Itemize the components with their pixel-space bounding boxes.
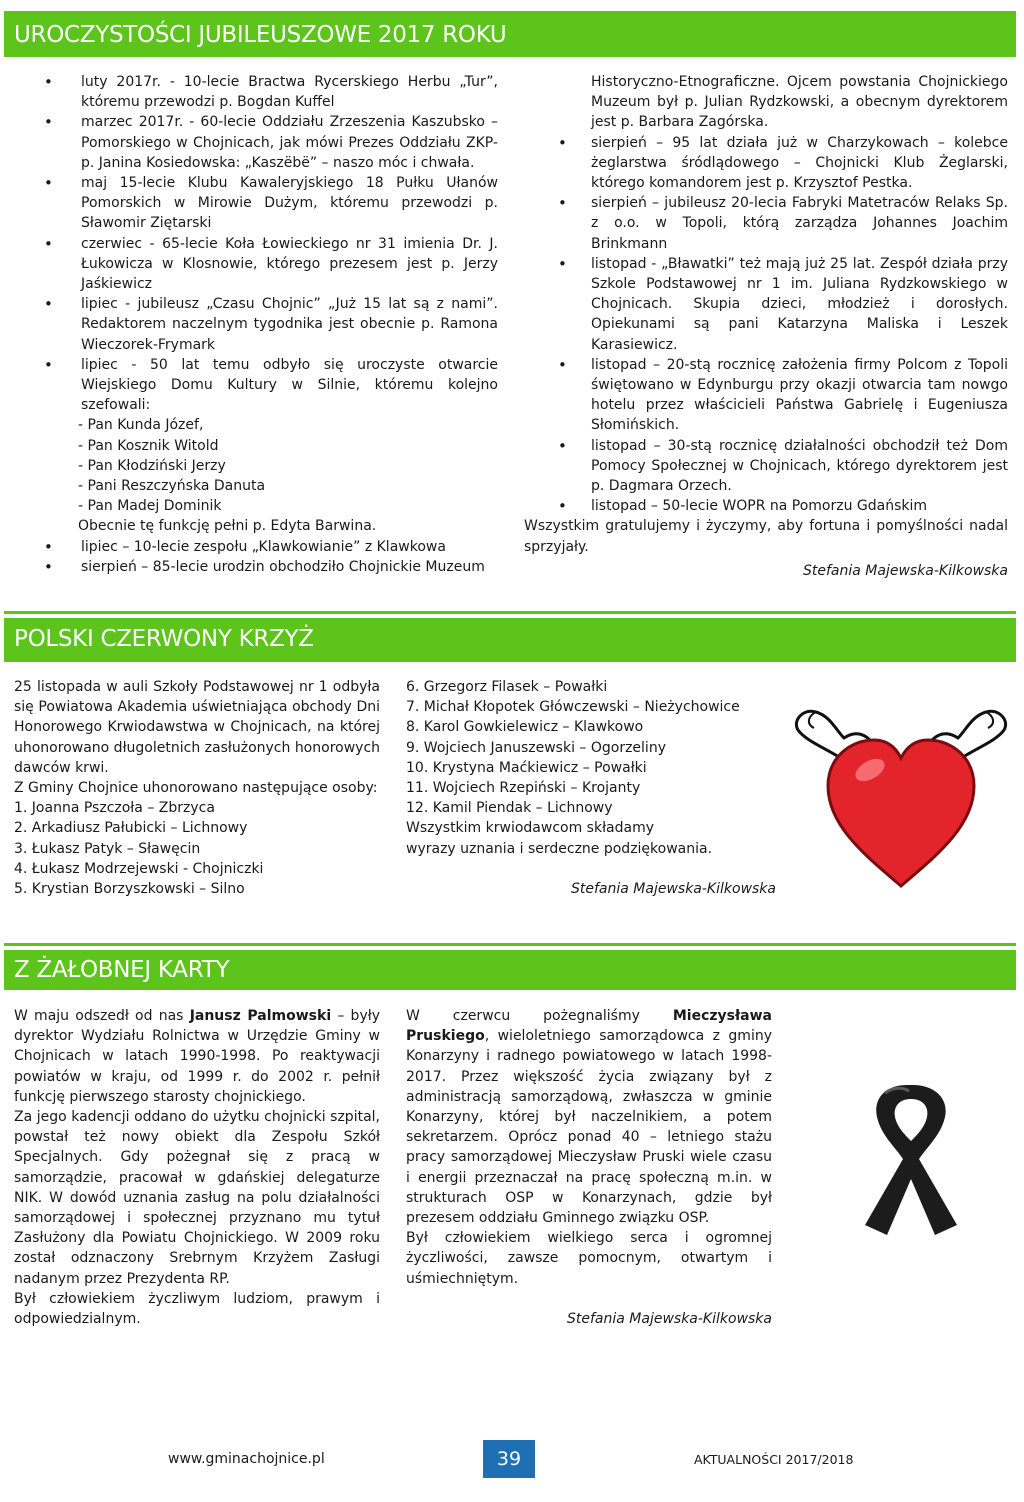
list-item: • sierpień – 85-lecie urodzin obchodziło Chojnickie Muzeum (14, 557, 498, 577)
section-title-obituaries: Z ŻAŁOBNEJ KARTY (4, 950, 1016, 990)
jubilees-list-right (524, 133, 1008, 517)
list-item: • listopad - „Bławatki” też mają już 25 lat. Zespół działa przy Szkole Podstawowej nr 1 im. Juliana Rydzkowskiego w Chojnicach. Skupia dzieci, młodzież i dorosłych. Opiekunami są pani Katarzyna Maliska i Leszek Karasiewicz. (524, 254, 1008, 355)
jubilees-left-column (14, 72, 498, 577)
signature: Stefania Majewska-Kilkowska (567, 1310, 772, 1327)
donor-item: 11. Wojciech Rzepiński – Krojanty (406, 780, 641, 797)
jubilees-list-left (14, 72, 498, 415)
section-title-red-cross: POLSKI CZERWONY KRZYŻ (4, 618, 1016, 662)
jubilees-list-left-2 (14, 537, 498, 577)
donor-item: 6. Grzegorz Filasek – Powałki (406, 679, 608, 695)
obituary-paragraph: Był człowiekiem życzliwym ludziom, prawym i odpowiedzialnym. (14, 1290, 380, 1328)
thanks-line: wyrazy uznania i serdeczne podziękowania. (406, 840, 713, 857)
thanks-line: Wszystkim krwiodawcom składamy (406, 820, 655, 837)
list-item: • czerwiec - 65-lecie Koła Łowieckiego nr 31 imienia Dr. J. Łukowicza w Klosnowie, którego prezesem jest p. Jerzy Jaśkiewicz (14, 234, 498, 295)
director-item: - Pani Reszczyńska Danuta (78, 478, 266, 495)
donor-item: 12. Kamil Piendak – Lichnowy (406, 800, 613, 817)
donor-item: 9. Wojciech Januszewski – Ogorzeliny (406, 739, 666, 756)
red-cross-lead: Z Gminy Chojnice uhonorowano następujące osoby: (14, 780, 378, 797)
list-item: • lipiec - jubileusz „Czasu Chojnic” „Już 15 lat są z nami”. Redaktorem naczelnym tygodnika jest obecnie p. Ramona Wieczorek-Frymark (14, 294, 498, 355)
page-number: 39 (483, 1440, 535, 1478)
list-item: • listopad – 20-stą rocznicę założenia firmy Polcom z Topoli świętowano w Edynburgu przy okazji otwarcia tam nowgo hotelu przez właścicieli Państwa Gabrielę i Eugeniusza Słomińskich. (524, 355, 1008, 436)
museum-continuation: Historyczno-Etnograficzne. Ojcem powstania Chojnickiego Muzeum był p. Julian Rydzkowski, a obecnym dyrektorem jest p. Barbara Zagórska. (591, 74, 1008, 131)
obituary-text: – były dyrektor Wydziału Rolnictwa w Urzędzie Gminy w Chojnicach w latach 1990-1998. Po reaktywacji powiatów w kraju, od 1999 r. do 2002 r. pełnił funkcję pierwszego starosty chojnickiego. (14, 1008, 380, 1105)
obituary-paragraph: Za jego kadencji oddano do użytku chojnicki szpital, powstał też nowy obiekt dla Zespołu Szkół Specjalnych. Gdy pożegnał się z pracą w samorządzie, pracował w gdańskiej delegaturze NIK. W dowód uznania zasług na polu działalności samorządowej i społecznej przyznano mu tytuł Zasłużony dla Powiatu Chojnickiego. W 2009 roku został odznaczony Srebrnym Krzyżem Zasługi nadanym przez Prezydenta RP. (14, 1109, 380, 1287)
deceased-name: Janusz Palmowski (189, 1008, 332, 1024)
list-item: • sierpień – jubileusz 20-lecia Fabryki Matetraców Relaks Sp. z o.o. w Topoli, którą zarządza Johannes Joachim Brinkmann (524, 193, 1008, 254)
list-item: • listopad – 30-stą rocznicę działalności obchodził też Dom Pomocy Społecznej w Chojnicach, którego dyrektorem jest p. Dagmara Orzech. (524, 436, 1008, 497)
list-item: • listopad – 50-lecie WOPR na Pomorzu Gdańskim (524, 496, 1008, 516)
obituary-palmowski (14, 1006, 380, 1329)
obituary-text: W maju odszedł od nas (14, 1008, 190, 1024)
donor-item: 4. Łukasz Modrzejewski - Chojniczki (14, 860, 264, 877)
list-item: • sierpień – 95 lat działa już w Charzykowach – kolebce żeglarstwa śródlądowego – Chojnicki Klub Żeglarski, którego komandorem jest p. Krzysztof Pestka. (524, 133, 1008, 194)
jubilees-closing: Wszystkim gratulujemy i życzymy, aby fortuna i pomyślności nadal sprzyjały. (524, 518, 1008, 555)
black-mourning-ribbon-icon (845, 1075, 975, 1245)
list-item: • marzec 2017r. - 60-lecie Oddziału Zrzeszenia Kaszubsko – Pomorskiego w Chojnicach, jak mówi Prezes Oddziału ZKP- p. Janina Kosiedowska: „Kaszëbë” – naszo móc i chwała. (14, 112, 498, 173)
donor-item: 10. Krystyna Maćkiewicz – Powałki (406, 759, 647, 776)
list-item: • luty 2017r. - 10-lecie Bractwa Rycerskiego Herbu „Tur”, któremu przewodzi p. Bogdan Kuffel (14, 72, 498, 112)
signature: Stefania Majewska-Kilkowska (571, 880, 776, 897)
section-title-jubilees: UROCZYSTOŚCI JUBILEUSZOWE 2017 ROKU (4, 11, 1016, 57)
list-item: • maj 15-lecie Klubu Kawaleryjskiego 18 Pułku Ułanów Pomorskich w Mirowie Dużym, któremu przewodzi p. Sławomir Ziętarski (14, 173, 498, 234)
list-item: • lipiec – 10-lecie zespołu „Klawkowianie” z Klawkowa (14, 537, 498, 557)
footer-website: www.gminachojnice.pl (168, 1451, 325, 1467)
director-item: - Pan Kosznik Witold (78, 437, 219, 454)
donor-item: 5. Krystian Borzyszkowski – Silno (14, 881, 245, 898)
red-cross-left-column (14, 677, 380, 899)
jubilees-right-column (524, 72, 1008, 581)
obituary-text: , wieloletniego samorządowca z gminy Konarzyny i radnego powiatowego w latach 1998-2017. Przez większość życia związany był z administracją samorządową, zwłaszcza w gminie Konarzyny, której był naczelnikiem, a potem sekretarzem. Oprócz ponad 40 – letniego stażu pracy samorządowej Mieczysław Pruski wiele czasu i energii przeznaczał na pracę społeczną m.in. w strukturach OSP w Konarzynach, gdzie był prezesem oddziału Gminnego związku OSP. (406, 1028, 772, 1227)
director-current: Obecnie tę funkcję pełni p. Edyta Barwina. (78, 518, 377, 535)
obituary-paragraph (406, 1006, 772, 1228)
list-item: • lipiec - 50 lat temu odbyło się uroczyste otwarcie Wiejskiego Domu Kultury w Silnie, któremu kolejno szefowali: (14, 355, 498, 416)
directors-list (14, 415, 498, 536)
page-footer (0, 1440, 1024, 1480)
deceased-name: Mieczysława Pruskiego (406, 1008, 772, 1045)
director-item: - Pan Madej Dominik (78, 498, 222, 515)
donor-item: 3. Łukasz Patyk – Sławęcin (14, 840, 201, 857)
red-cross-intro: 25 listopada w auli Szkoły Podstawowej nr 1 odbyła się Powiatowa Akademia uświetniająca obchody Dni Honorowego Krwiodawstwa w Chojnicach, na której uhonorowano długoletnich zasłużonych honorowych dawców krwi. (14, 679, 381, 776)
donor-item: 7. Michał Kłopotek Główczewski – Nieżychowice (406, 699, 740, 716)
obituary-text: W czerwcu pożegnaliśmy (406, 1008, 673, 1024)
director-item: - Pan Kunda Józef, (78, 417, 204, 434)
muscular-heart-icon (786, 700, 1016, 900)
footer-publication: AKTUALNOŚCI 2017/2018 (694, 1452, 854, 1467)
donor-item: 1. Joanna Pszczoła – Zbrzyca (14, 800, 215, 817)
signature: Stefania Majewska-Kilkowska (803, 562, 1008, 579)
donor-item: 2. Arkadiusz Pałubicki – Lichnowy (14, 820, 248, 837)
obituary-pruski (406, 1006, 772, 1329)
obituary-paragraph: Był człowiekiem wielkiego serca i ogromnej życzliwości, zawsze pomocnym, otwartym i uśmiechniętym. (406, 1230, 772, 1287)
director-item: - Pan Kłodziński Jerzy (78, 457, 226, 474)
donor-item: 8. Karol Gowkielewicz – Klawkowo (406, 719, 644, 736)
obituary-paragraph (14, 1006, 380, 1107)
red-cross-right-column (406, 677, 776, 899)
